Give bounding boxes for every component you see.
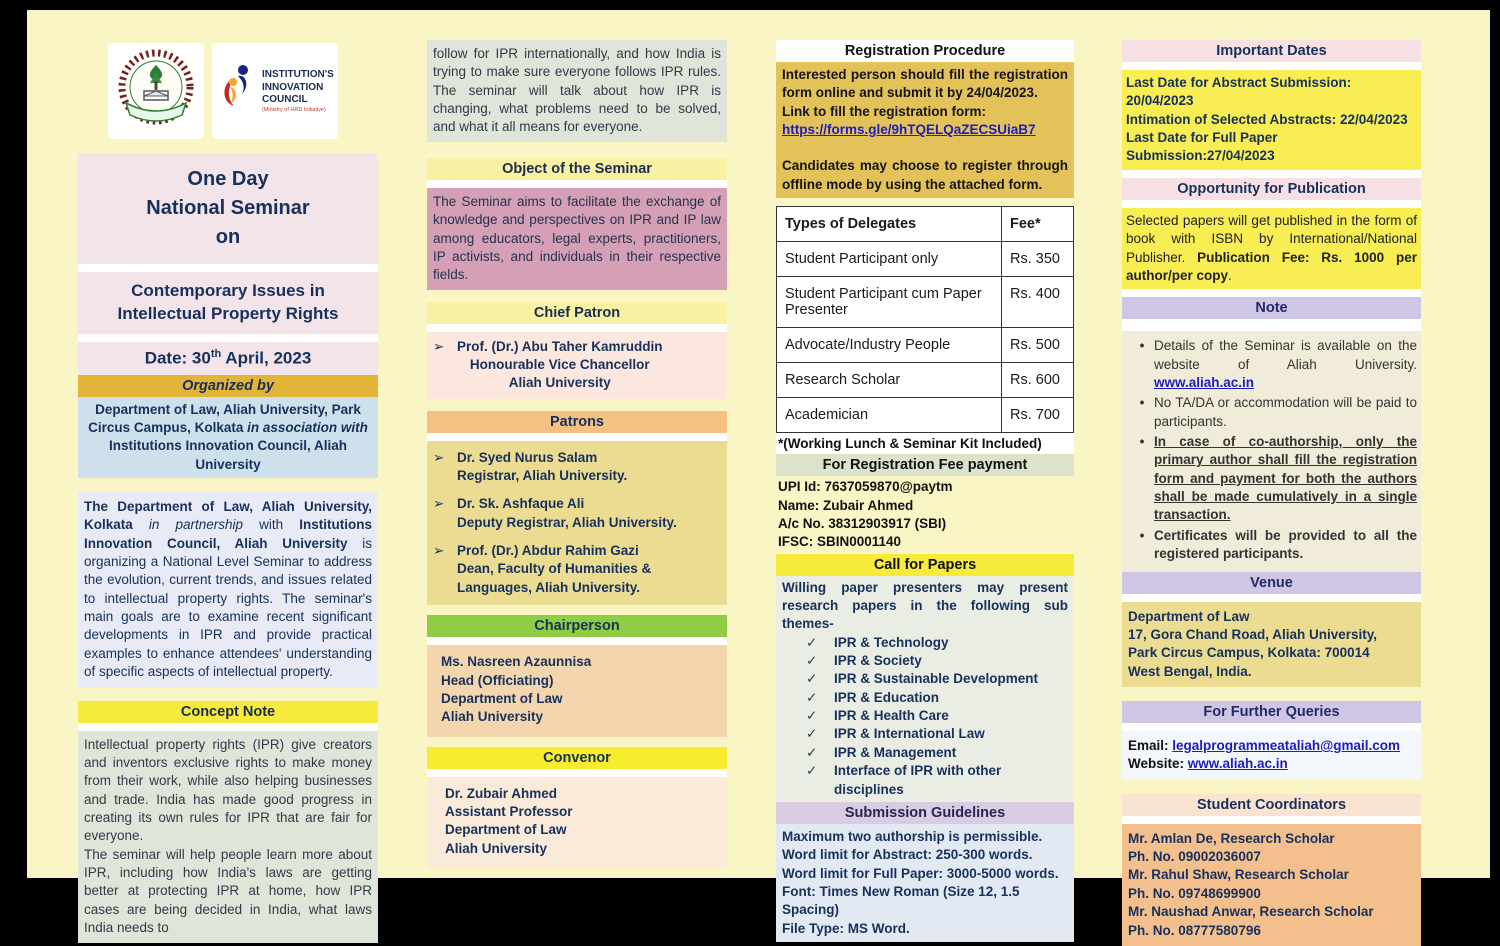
account-number: A/c No. 38312903917 (SBI) [778,515,947,531]
queries-header: For Further Queries [1122,701,1421,723]
concept-paragraph-1: Intellectual property rights (IPR) give creators and inventors exclusive rights to make money from their work, while also helping businesses and trade. India has made good progress in creating its own rules for IPR that are fair for everyone. [84,736,372,844]
theme-label: IPR & Education [834,689,940,705]
seminar-flyer [27,10,1490,938]
patron-entry [431,495,723,532]
patron-name: Dr. Syed Nurus Salam [457,449,598,465]
venue-line-2: 17, Gora Chand Road, Aliah University, [1128,626,1378,642]
call-for-papers-header: Call for Papers [776,554,1074,576]
publication-text: Selected papers will get published in the form of book with ISBN by International/National Publisher. [1126,212,1417,265]
note-coauthorship: In case of co-authorship, only the primary author shall fill the registration form and payment for both the authors shall be made cumulatively in a single transaction. [1154,434,1417,523]
coordinator-name: Mr. Amlan De, Research Scholar [1128,830,1335,846]
check-icon: ✓ [806,671,818,687]
column-header-delegates: Types of Delegates [777,207,1002,242]
paper-deadline: Last Date for Full Paper Submission:27/04/2023 [1126,130,1278,164]
check-icon: ✓ [806,689,818,705]
separator [78,334,378,342]
chairperson-header: Chairperson [427,615,727,637]
arrow-bullet-icon: ➢ [433,449,445,465]
separator [1122,594,1421,602]
theme-item [782,762,1068,799]
registration-procedure-block [776,62,1074,198]
iic-line-1: INSTITUTION'S [262,69,334,81]
patrons-block [427,441,727,606]
theme-label: IPR & Technology [834,634,949,650]
chairperson-name: Ms. Nasreen Azaunnisa [441,654,592,670]
intro-paragraph [78,492,378,688]
concept-paragraph-2: The seminar will help people learn more about IPR, including how India's laws are getting better at protecting IPR at home, how IPR cases are being decided in India, what laws India needs to [84,846,372,936]
delegate-fee: Rs. 700 [1002,398,1074,433]
fees-table [776,206,1074,433]
check-icon: ✓ [806,763,818,779]
note-item [1130,433,1417,525]
aliah-website-link[interactable]: www.aliah.ac.in [1154,374,1255,390]
patrons-header: Patrons [427,411,727,433]
theme-item [782,707,1068,725]
note-block [1122,331,1421,571]
organizer-block [78,397,378,478]
separator [427,637,727,645]
venue-line-3: Park Circus Campus, Kolkata: 700014 [1128,645,1370,661]
theme-item [782,670,1068,688]
important-dates-header: Important Dates [1122,40,1421,62]
table-row [777,242,1074,277]
guideline-filetype: File Type: MS Word. [782,920,910,936]
delegate-type: Student Participant cum Paper Presenter [777,277,1002,328]
patron-role: Deputy Registrar, Aliah University. [457,514,677,530]
iic-line-2: INNOVATION [262,81,324,93]
chief-patron-university: Aliah University [508,375,611,391]
registration-line-1: Interested person should fill the registration form online and submit it by 24/04/2023. [782,67,1068,101]
logo-row [108,43,378,139]
registration-line-2: Link to fill the registration form: [782,103,987,119]
patron-name: Prof. (Dr.) Abdur Rahim Gazi [457,543,639,559]
patron-entry [431,449,723,486]
organizer-part-1: Department of Law, Aliah University, Park Circus Campus, Kolkata [88,401,361,435]
note-item [1130,394,1417,431]
separator [1122,62,1421,70]
iic-logo [212,43,338,139]
subject-line-2: Intellectual Property Rights [117,303,339,323]
student-coordinators-block [1122,824,1421,946]
submission-guidelines-header: Submission Guidelines [776,802,1074,824]
separator [427,769,727,777]
delegate-type: Academician [777,398,1002,433]
theme-item [782,744,1068,762]
delegate-type: Research Scholar [777,363,1002,398]
separator [78,264,378,272]
convenor-header: Convenor [427,747,727,769]
table-row [777,363,1074,398]
column-1 [78,43,378,943]
website-label: Website: [1128,756,1188,772]
guideline-paper-limit: Word limit for Full Paper: 3000-5000 words. [782,865,1059,881]
column-4 [1122,40,1421,946]
theme-item [782,652,1068,670]
convenor-dept: Department of Law [445,822,567,838]
note-website-text: Details of the Seminar is available on the website of Aliah University. [1154,338,1417,372]
intro-part-1: The Department of Law, Aliah University, Kolkata [84,498,372,533]
delegate-type: Student Participant only [777,242,1002,277]
organizer-part-2: in association with [243,419,368,435]
separator [427,324,727,332]
date-prefix: Date: 30 [144,348,211,368]
separator [1122,200,1421,208]
iic-line-3: COUNCIL [262,94,308,106]
intro-part-5: is organizing a National Level Seminar to address the evolution, current trends, and issues related to intellectual property rights. The seminar's main goals are to examine recent significant developments in IPR and provide practical examples to enhance attendees' understanding of specific aspects of intellectual property. [84,535,373,680]
concept-continuation: follow for IPR internationally, and how India is trying to make sure everyone follows IPR rules. The seminar will talk about how IPR is changing, what problems need to be solved, and what it all means for everyone. [427,40,727,142]
object-header: Object of the Seminar [427,158,727,180]
check-icon: ✓ [806,744,818,760]
title-line-3: on [215,226,241,248]
theme-item [782,689,1068,707]
student-coordinators-header: Student Coordinators [1122,794,1421,816]
separator [78,723,378,731]
patron-entry [431,542,723,597]
publication-period: . [1228,267,1232,283]
separator [1122,816,1421,824]
iic-logo-text [262,69,334,113]
convenor-university: Aliah University [445,840,548,856]
arrow-bullet-icon: ➢ [433,496,445,512]
upi-id: UPI Id: 7637059870@paytm [778,479,953,495]
chief-patron-name: Prof. (Dr.) Abu Taher Kamruddin [457,338,663,354]
patron-role: Dean, Faculty of Humanities & Languages, Aliah University. [457,561,652,595]
concept-note-body [78,731,378,943]
column-header-fee: Fee* [1002,207,1074,242]
separator [427,180,727,188]
chief-patron-block [427,332,727,399]
organized-by-header: Organized by [78,375,378,397]
note-certificates: Certificates will be provided to all the registered participants. [1154,527,1417,562]
website-link[interactable]: www.aliah.ac.in [1187,756,1288,772]
convenor-role: Assistant Professor [445,803,573,819]
delegate-fee: Rs. 350 [1002,242,1074,277]
theme-label: IPR & International Law [834,726,985,742]
registration-procedure-header: Registration Procedure [776,40,1074,62]
call-intro: Willing paper presenters may present research papers in the following sub themes- [782,579,1068,632]
publication-block [1122,208,1421,289]
patron-role: Registrar, Aliah University. [457,468,628,484]
table-row [777,277,1074,328]
delegate-fee: Rs. 600 [1002,363,1074,398]
note-tada: No TA/DA or accommodation will be paid to participants. [1154,395,1417,429]
registration-line-3: Candidates may choose to register through offline mode by using the attached form. [782,158,1068,192]
chief-patron-role: Honourable Vice Chancellor [469,356,650,372]
payee-name: Name: Zubair Ahmed [778,497,914,513]
title-line-2: National Seminar [146,197,310,219]
submission-guidelines-block [776,824,1074,942]
convenor-name: Dr. Zubair Ahmed [445,785,558,801]
theme-item [782,634,1068,652]
aliah-university-logo [108,43,204,139]
chairperson-role: Head (Officiating) [441,672,554,688]
intimation-date: Intimation of Selected Abstracts: 22/04/2023 [1126,111,1408,127]
bullet-icon: • [1139,395,1145,411]
iic-subtext: (Ministry of HRD Initiative) [262,106,326,113]
publication-header: Opportunity for Publication [1122,178,1421,200]
title-line-1: One Day [187,168,269,190]
theme-item [782,725,1068,743]
date-superscript: th [210,347,222,360]
theme-label: IPR & Management [834,744,957,760]
note-item [1130,527,1417,564]
chief-patron-header: Chief Patron [427,302,727,324]
date-suffix: April, 2023 [221,348,312,368]
arrow-bullet-icon: ➢ [433,338,445,354]
coordinator-name: Mr. Rahul Shaw, Research Scholar [1128,867,1349,883]
venue-line-4: West Bengal, India. [1128,663,1252,679]
bullet-icon: • [1139,434,1145,450]
seminar-title [78,153,378,264]
abstract-deadline: Last Date for Abstract Submission: 20/04/2023 [1126,75,1352,109]
fee-footnote: *(Working Lunch & Seminar Kit Included) [776,433,1074,454]
important-dates-block [1122,70,1421,170]
check-icon: ✓ [806,634,818,650]
intro-part-4: Institutions Innovation Council, Aliah University [84,517,372,551]
delegate-type: Advocate/Industry People [777,328,1002,363]
note-item [1130,337,1417,392]
venue-header: Venue [1122,572,1421,594]
coordinator-phone: Ph. No. 08777580796 [1128,922,1261,938]
table-row [777,398,1074,433]
chairperson-block [427,645,727,736]
chairperson-dept: Department of Law [441,690,563,706]
queries-block [1122,731,1421,780]
check-icon: ✓ [806,708,818,724]
object-paragraph: The Seminar aims to facilitate the exchange of knowledge and perspectives on IPR and IP law among educators, legal experts, practitioners, IP activists, and individuals in their respective fields. [427,188,727,290]
separator [1122,170,1421,178]
column-2 [427,40,727,868]
email-label: Email: [1128,737,1173,753]
convenor-block [427,777,727,868]
bullet-icon: • [1139,338,1145,354]
separator [1122,723,1421,731]
theme-label: IPR & Health Care [834,708,949,724]
publication-fee: Publication Fee: Rs. 1000 per author/per copy [1126,249,1417,283]
delegate-fee: Rs. 400 [1002,277,1074,328]
coordinator-phone: Ph. No. 09748699900 [1128,885,1261,901]
guideline-font: Font: Times New Roman (Size 12, 1.5 Spacing) [782,883,1020,918]
check-icon: ✓ [806,726,818,742]
separator [1122,289,1421,297]
bullet-icon: • [1139,527,1145,543]
note-header: Note [1122,297,1421,319]
concept-note-header: Concept Note [78,701,378,723]
iic-figures-icon [216,60,258,122]
theme-label: IPR & Sustainable Development [834,671,1039,687]
payment-details [776,476,1074,553]
organizer-part-3: Institutions Innovation Council, Aliah University [109,438,347,472]
table-header-row [777,207,1074,242]
aliah-university-emblem-icon [112,47,200,135]
intro-part-3: with [259,517,300,533]
guideline-authorship: Maximum two authorship is permissible. [782,828,1043,844]
column-3 [776,40,1074,942]
arrow-bullet-icon: ➢ [433,543,445,559]
venue-block [1122,602,1421,687]
patron-name: Dr. Sk. Ashfaque Ali [457,496,585,512]
check-icon: ✓ [806,653,818,669]
separator [1122,319,1421,331]
delegate-fee: Rs. 500 [1002,328,1074,363]
separator [427,433,727,441]
email-link[interactable]: legalprogrammeataliah@gmail.com [1172,737,1400,753]
venue-line-1: Department of Law [1128,608,1250,624]
chairperson-university: Aliah University [441,709,544,725]
intro-part-2: in partnership [132,517,260,533]
coordinator-name: Mr. Naushad Anwar, Research Scholar [1128,904,1374,920]
theme-label: IPR & Society [834,653,922,669]
seminar-date [78,342,378,375]
coordinator-phone: Ph. No. 09002036007 [1128,849,1261,865]
theme-label: Interface of IPR with other disciplines [834,763,1002,797]
payment-header: For Registration Fee payment [776,454,1074,476]
call-for-papers-block [776,576,1074,802]
guideline-abstract-limit: Word limit for Abstract: 250-300 words. [782,847,1033,863]
registration-form-link[interactable]: https://forms.gle/9hTQELQaZECSUiaB7 [782,122,1036,138]
seminar-subject [78,272,378,334]
table-row [777,328,1074,363]
ifsc-code: IFSC: SBIN0001140 [778,534,902,550]
subject-line-1: Contemporary Issues in [131,281,325,300]
